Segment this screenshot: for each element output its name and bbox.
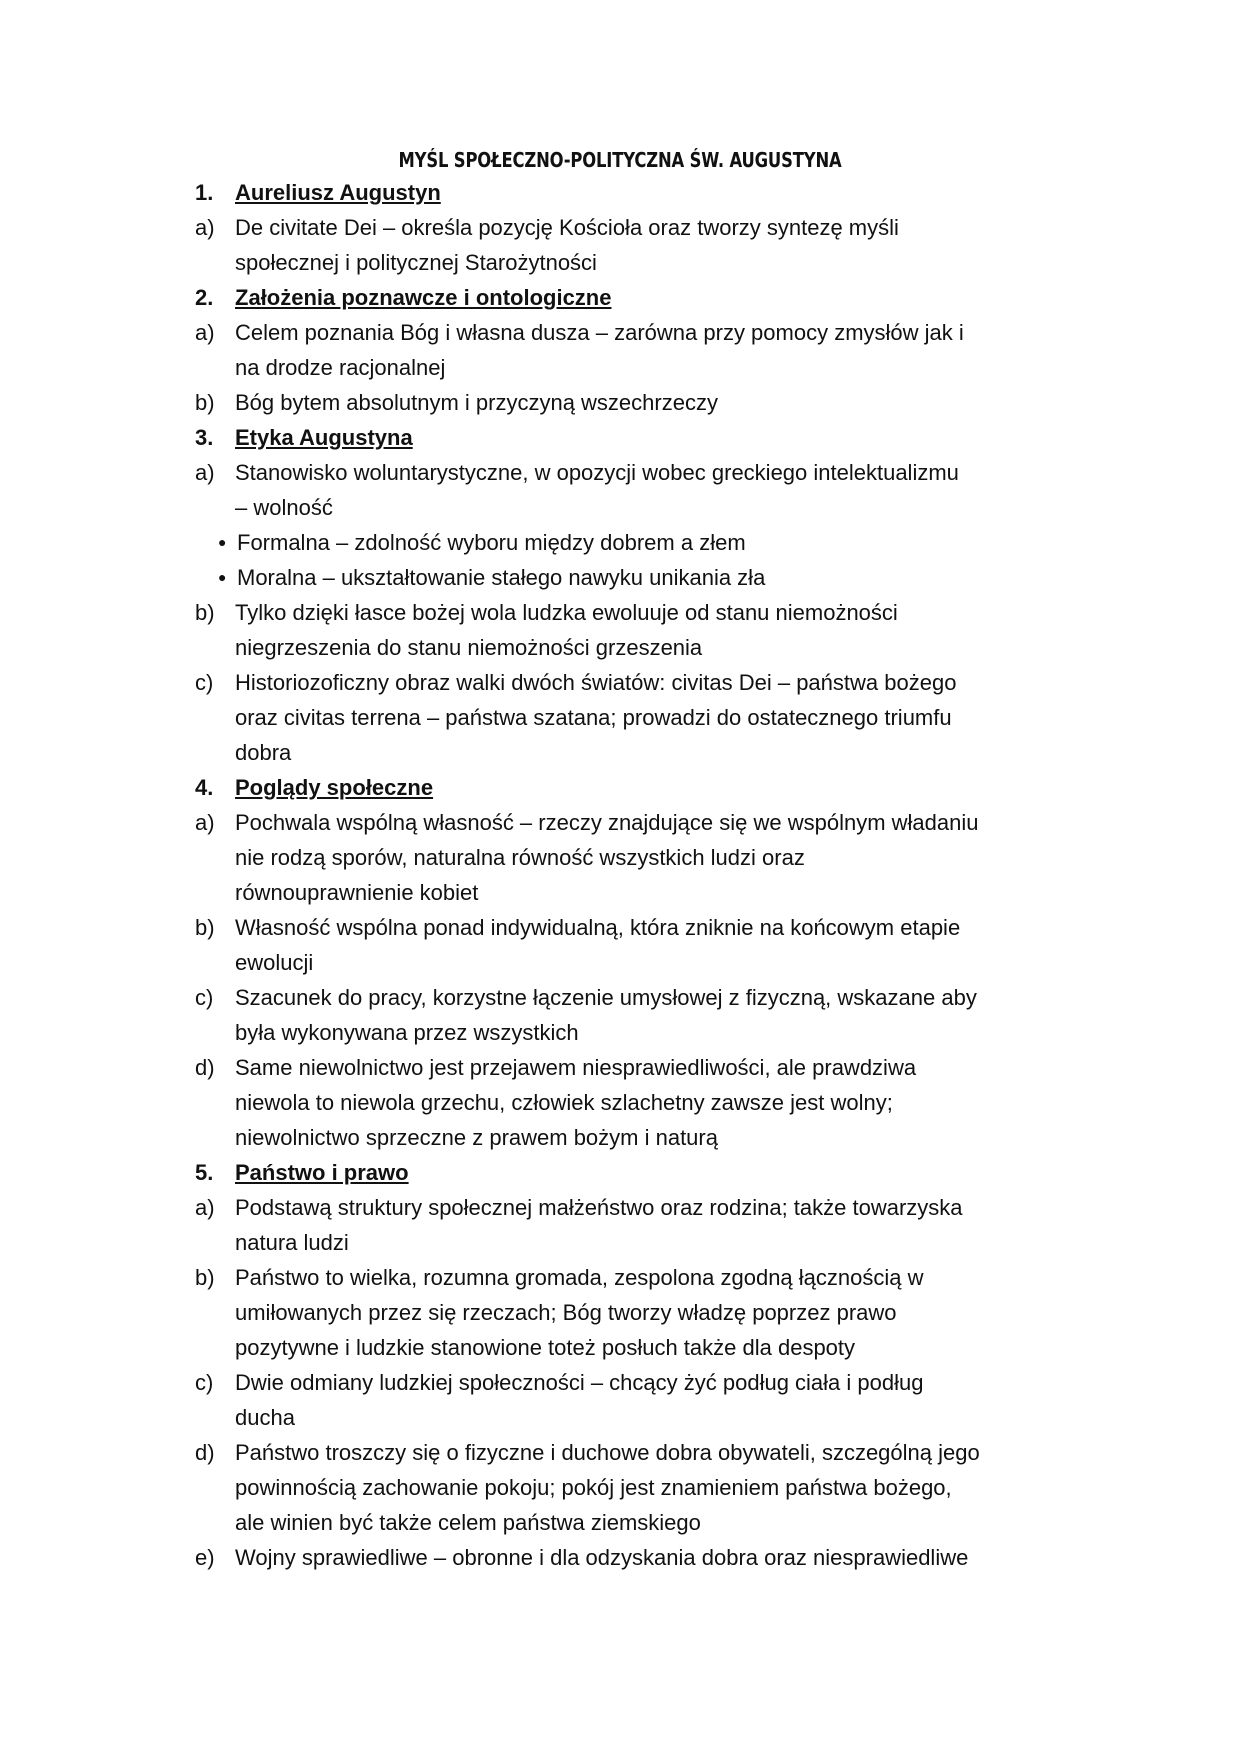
list-item-line: [195, 805, 1015, 840]
list-item-text: ewolucji: [235, 950, 314, 975]
list-item-text: – wolność: [235, 495, 333, 520]
list-item-line: [195, 1330, 1015, 1365]
list-item-line: [195, 1015, 1015, 1050]
list-item-text: Państwo troszczy się o fizyczne i duchowe dobra obywateli, szczególną jego: [235, 1440, 980, 1465]
list-item-text: Historiozoficzny obraz walki dwóch światów: civitas Dei – państwa bożego: [235, 670, 957, 695]
list-item-line: [195, 1085, 1015, 1120]
list-item-text: Stanowisko woluntarystyczne, w opozycji wobec greckiego intelektualizmu: [235, 460, 959, 485]
document-body: [195, 175, 1015, 1575]
bullet-item-text: Formalna – zdolność wyboru między dobrem a złem: [237, 530, 746, 555]
list-item-line: [195, 665, 1015, 700]
list-item-line: [195, 315, 1015, 350]
list-item-text: społecznej i politycznej Starożytności: [235, 250, 597, 275]
list-item-text: oraz civitas terrena – państwa szatana; prowadzi do ostatecznego triumfu: [235, 705, 952, 730]
list-item-line: [195, 1540, 1015, 1575]
list-item-line: [195, 980, 1015, 1015]
list-item-line: [195, 1120, 1015, 1155]
section-heading: Założenia poznawcze i ontologiczne: [235, 285, 612, 310]
list-item-text: niewola to niewola grzechu, człowiek szlachetny zawsze jest wolny;: [235, 1090, 893, 1115]
list-item-text: Podstawą struktury społecznej małżeństwo oraz rodzina; także towarzyska: [235, 1195, 963, 1220]
list-item-marker: b): [195, 1265, 215, 1290]
bullet-icon: ●: [218, 534, 227, 550]
list-item-marker: c): [195, 985, 214, 1010]
list-item-line: [195, 455, 1015, 490]
list-item-text: niegrzeszenia do stanu niemożności grzeszenia: [235, 635, 703, 660]
section-heading-line: [195, 770, 1015, 805]
list-item-marker: c): [195, 1370, 214, 1395]
list-item-text: Pochwala wspólną własność – rzeczy znajdujące się we wspólnym władaniu: [235, 810, 979, 835]
list-item-marker: a): [195, 460, 215, 485]
list-item-line: [195, 700, 1015, 735]
list-item-text: dobra: [235, 740, 292, 765]
list-item-text: Wojny sprawiedliwe – obronne i dla odzyskania dobra oraz niesprawiedliwe: [235, 1545, 969, 1570]
list-item-marker: c): [195, 670, 214, 695]
section-heading-line: [195, 1155, 1015, 1190]
list-item-text: powinnością zachowanie pokoju; pokój jest znamieniem państwa bożego,: [235, 1475, 952, 1500]
section-number: 4.: [195, 775, 214, 800]
list-item-line: [195, 350, 1015, 385]
section-heading-line: [195, 280, 1015, 315]
document-title: MYŚL SPOŁECZNO-POLITYCZNA ŚW. AUGUSTYNA: [398, 148, 842, 172]
list-item-line: [195, 1505, 1015, 1540]
list-item-line: [195, 1365, 1015, 1400]
list-item-text: nie rodzą sporów, naturalna równość wszystkich ludzi oraz: [235, 845, 805, 870]
list-item-line: [195, 245, 1015, 280]
list-item-line: [195, 1190, 1015, 1225]
section-heading-line: [195, 420, 1015, 455]
list-item-line: [195, 840, 1015, 875]
list-item-text: ale winien być także celem państwa ziemskiego: [235, 1510, 701, 1535]
bullet-item-text: Moralna – ukształtowanie stałego nawyku unikania zła: [237, 565, 766, 590]
list-item-line: [195, 1435, 1015, 1470]
list-item-line: [195, 595, 1015, 630]
list-item-line: [195, 490, 1015, 525]
list-item-text: De civitate Dei – określa pozycję Kościoła oraz tworzy syntezę myśli: [235, 215, 899, 240]
section-number: 2.: [195, 285, 214, 310]
list-item-text: niewolnictwo sprzeczne z prawem bożym i naturą: [235, 1125, 718, 1150]
list-item-text: była wykonywana przez wszystkich: [235, 1020, 579, 1045]
list-item-line: [195, 1260, 1015, 1295]
list-item-marker: d): [195, 1440, 215, 1465]
list-item-text: Same niewolnictwo jest przejawem niesprawiedliwości, ale prawdziwa: [235, 1055, 917, 1080]
section-number: 3.: [195, 425, 214, 450]
list-item-text: umiłowanych przez się rzeczach; Bóg tworzy władzę poprzez prawo: [235, 1300, 897, 1325]
list-item-marker: b): [195, 600, 215, 625]
list-item-text: pozytywne i ludzkie stanowione toteż posłuch także dla despoty: [235, 1335, 856, 1360]
list-item-text: Celem poznania Bóg i własna dusza – zarówna przy pomocy zmysłów jak i: [235, 320, 964, 345]
list-item-line: [195, 910, 1015, 945]
list-item-marker: a): [195, 1195, 215, 1220]
list-item-text: Szacunek do pracy, korzystne łączenie umysłowej z fizyczną, wskazane aby: [235, 985, 977, 1010]
bullet-item-line: [195, 525, 1015, 560]
section-heading-line: [195, 175, 1015, 210]
list-item-text: Tylko dzięki łasce bożej wola ludzka ewoluuje od stanu niemożności: [235, 600, 898, 625]
list-item-line: [195, 1050, 1015, 1085]
section-number: 1.: [195, 180, 214, 205]
list-item-marker: e): [195, 1545, 215, 1570]
list-item-text: Państwo to wielka, rozumna gromada, zespolona zgodną łącznością w: [235, 1265, 924, 1290]
list-item-line: [195, 735, 1015, 770]
list-item-text: Bóg bytem absolutnym i przyczyną wszechrzeczy: [235, 390, 718, 415]
section-number: 5.: [195, 1160, 214, 1185]
bullet-icon: ●: [218, 569, 227, 585]
bullet-item-line: [195, 560, 1015, 595]
list-item-line: [195, 1225, 1015, 1260]
list-item-marker: b): [195, 915, 215, 940]
list-item-marker: a): [195, 810, 215, 835]
list-item-line: [195, 945, 1015, 980]
list-item-line: [195, 875, 1015, 910]
list-item-text: Dwie odmiany ludzkiej społeczności – chcący żyć podług ciała i podług: [235, 1370, 924, 1395]
section-heading: Etyka Augustyna: [235, 425, 413, 450]
list-item-text: Własność wspólna ponad indywidualną, która zniknie na końcowym etapie: [235, 915, 961, 940]
list-item-text: równouprawnienie kobiet: [235, 880, 479, 905]
section-heading: Poglądy społeczne: [235, 775, 434, 800]
section-heading: Państwo i prawo: [235, 1160, 409, 1185]
list-item-marker: a): [195, 320, 215, 345]
list-item-line: [195, 630, 1015, 665]
list-item-text: natura ludzi: [235, 1230, 349, 1255]
list-item-line: [195, 210, 1015, 245]
list-item-line: [195, 1400, 1015, 1435]
list-item-marker: b): [195, 390, 215, 415]
list-item-marker: a): [195, 215, 215, 240]
list-item-line: [195, 1295, 1015, 1330]
list-item-text: na drodze racjonalnej: [235, 355, 446, 380]
list-item-line: [195, 1470, 1015, 1505]
list-item-text: ducha: [235, 1405, 295, 1430]
list-item-line: [195, 385, 1015, 420]
list-item-marker: d): [195, 1055, 215, 1080]
section-heading: Aureliusz Augustyn: [235, 180, 441, 205]
